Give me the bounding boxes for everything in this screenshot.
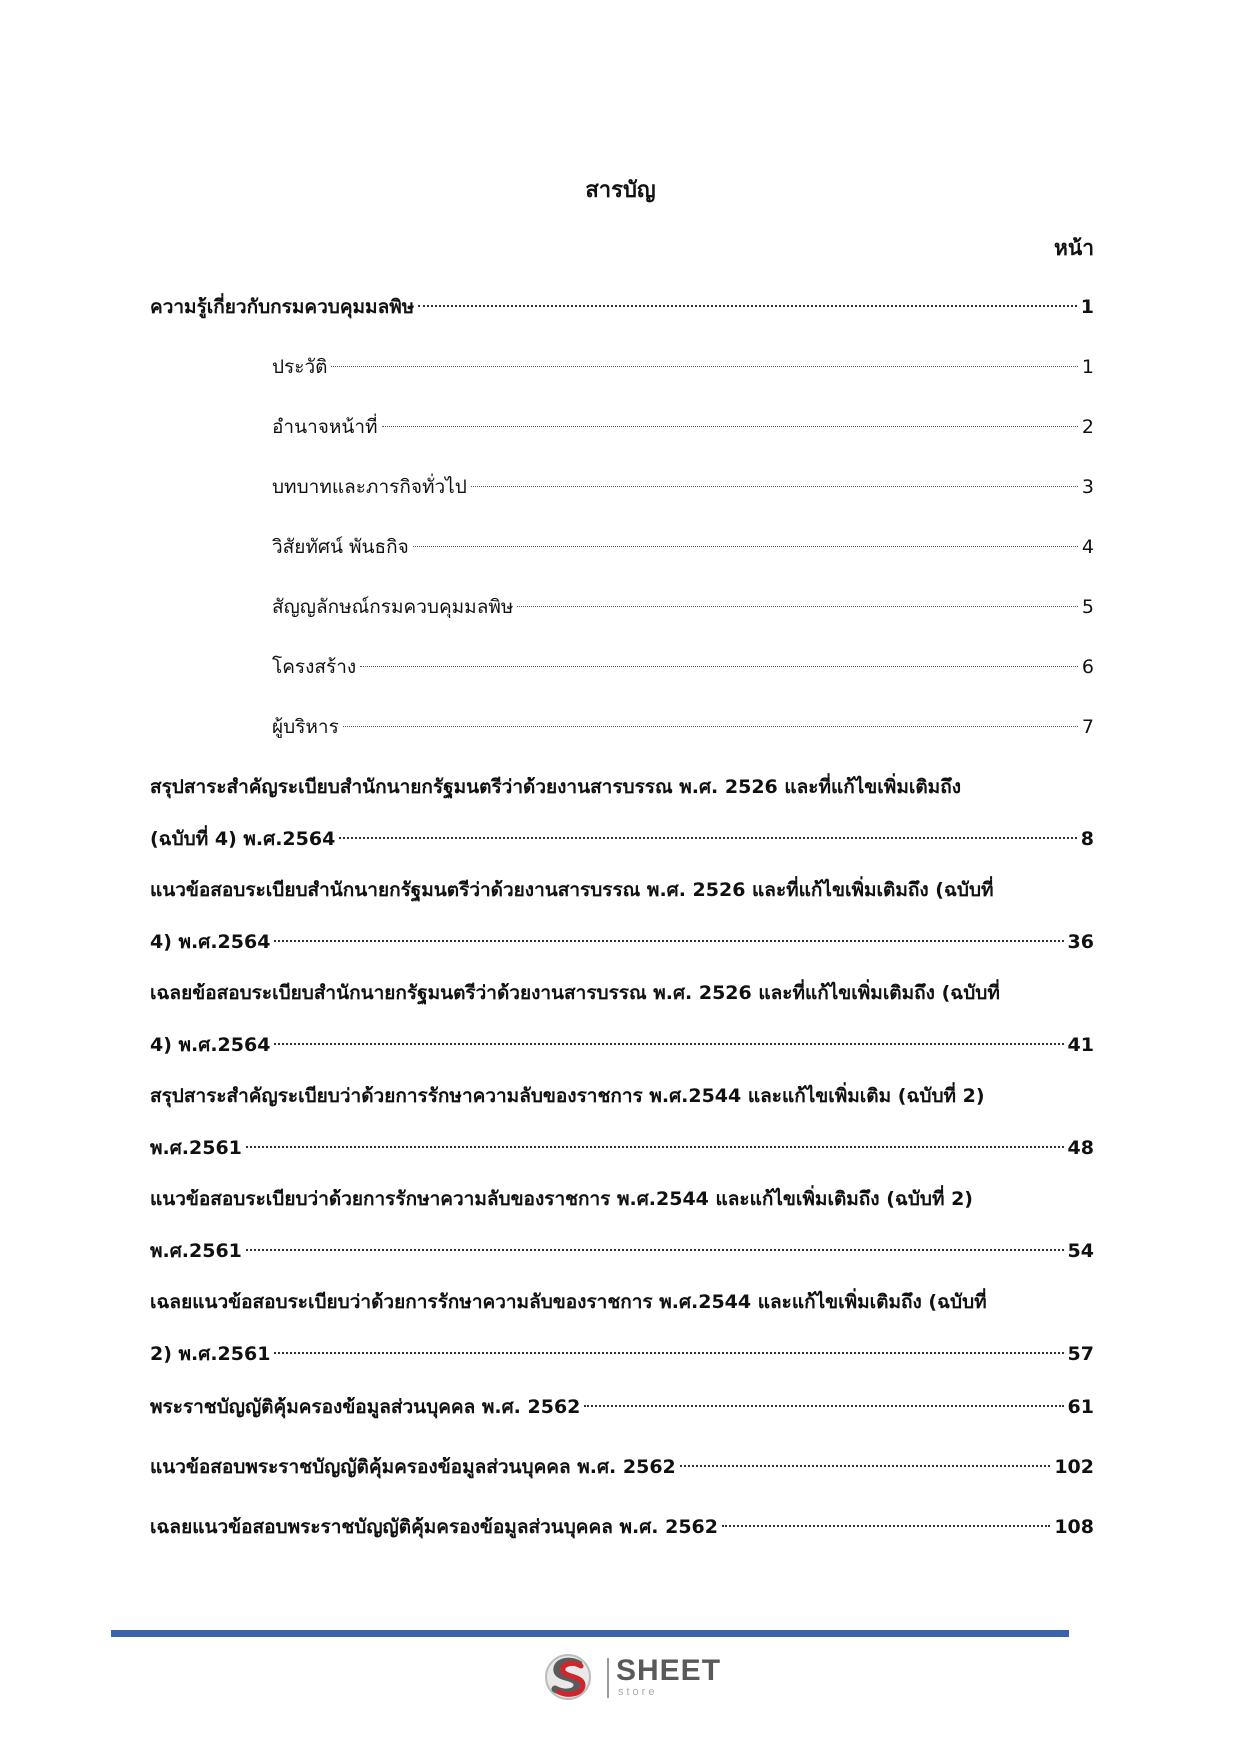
page-column-header: หน้า	[1054, 236, 1094, 260]
toc-page-number: 57	[1067, 1343, 1094, 1365]
toc-entry-text: วิสัยทัศน์ พันธกิจ	[272, 536, 409, 558]
leader-dots	[360, 666, 1078, 667]
toc-entry-text: (ฉบับที่ 4) พ.ศ.2564	[150, 828, 336, 850]
toc-page-number: 5	[1081, 596, 1094, 618]
toc-entry-text: โครงสร้าง	[272, 656, 357, 678]
leader-dots	[246, 1249, 1064, 1251]
leader-dots	[413, 546, 1078, 547]
toc-subentry[interactable]	[272, 352, 1094, 382]
logo-subtext: store	[618, 1686, 658, 1698]
toc-page-number: 1	[1081, 356, 1094, 378]
toc-entry-text: อำนาจหน้าที่	[272, 416, 378, 438]
toc-entry[interactable]	[150, 772, 1094, 854]
toc-page-number: 2	[1081, 416, 1094, 438]
toc-entry-text: เฉลยแนวข้อสอบพระราชบัญญัติคุ้มครองข้อมูลส่วนบุคคล พ.ศ. 2562	[150, 1516, 718, 1538]
toc-entry-text: พ.ศ.2561	[150, 1240, 242, 1262]
toc-entry-text: พระราชบัญญัติคุ้มครองข้อมูลส่วนบุคคล พ.ศ. 2562	[150, 1396, 581, 1418]
toc-entry-text: 4) พ.ศ.2564	[150, 931, 271, 953]
toc-entry-text: แนวข้อสอบพระราชบัญญัติคุ้มครองข้อมูลส่วนบุคคล พ.ศ. 2562	[150, 1456, 676, 1478]
toc-subentry[interactable]	[272, 532, 1094, 562]
toc-entry[interactable]	[150, 1081, 1094, 1163]
toc-entry[interactable]	[150, 292, 1094, 322]
toc-title: สารบัญ	[585, 178, 656, 203]
leader-dots	[274, 1043, 1063, 1045]
toc-entry-text: ประวัติ	[272, 356, 328, 378]
leader-dots	[722, 1525, 1050, 1527]
toc-page-number: 36	[1067, 931, 1094, 953]
toc-entry[interactable]	[150, 978, 1094, 1060]
leader-dots	[343, 726, 1078, 727]
toc-page-number: 6	[1081, 656, 1094, 678]
leader-dots	[246, 1146, 1064, 1148]
leader-dots	[418, 305, 1077, 307]
toc-entry-text: บทบาทและภารกิจทั่วไป	[272, 476, 467, 498]
footer-rule	[111, 1630, 1069, 1637]
toc-entry[interactable]	[150, 1184, 1094, 1266]
leader-dots	[517, 606, 1078, 607]
toc-entry-text: ผู้บริหาร	[272, 716, 339, 738]
leader-dots	[274, 940, 1063, 942]
toc-page-number: 3	[1081, 476, 1094, 498]
leader-dots	[339, 837, 1076, 839]
leader-dots	[471, 486, 1078, 487]
toc-subentry[interactable]	[272, 652, 1094, 682]
toc-entry[interactable]	[150, 1287, 1094, 1369]
toc-page-number: 61	[1067, 1396, 1094, 1418]
toc-page-number: 48	[1067, 1137, 1094, 1159]
toc-page-number: 4	[1081, 536, 1094, 558]
toc-entry[interactable]	[150, 1512, 1094, 1542]
leader-dots	[331, 366, 1077, 367]
logo-text: SHEET	[616, 1654, 722, 1687]
sheet-store-logo-icon	[543, 1652, 599, 1702]
toc-entry-text-line1: สรุปสาระสำคัญระเบียบว่าด้วยการรักษาความลับของราชการ พ.ศ.2544 และแก้ไขเพิ่มเติม (ฉบับที่ 2)	[150, 1085, 985, 1107]
leader-dots	[274, 1352, 1063, 1354]
toc-subentry[interactable]	[272, 412, 1094, 442]
logo-separator	[607, 1658, 609, 1698]
toc-page-number: 102	[1054, 1456, 1094, 1478]
toc-entry-text: ความรู้เกี่ยวกับกรมควบคุมมลพิษ	[150, 296, 415, 318]
toc-entry[interactable]	[150, 1452, 1094, 1482]
toc-subentry[interactable]	[272, 592, 1094, 622]
toc-entry-text: พ.ศ.2561	[150, 1137, 242, 1159]
sheet-store-logo	[543, 1652, 722, 1702]
toc-entry-text: 2) พ.ศ.2561	[150, 1343, 271, 1365]
toc-entry-text: สัญญลักษณ์กรมควบคุมมลพิษ	[272, 596, 514, 618]
toc-entry-text-line1: แนวข้อสอบระเบียบสำนักนายกรัฐมนตรีว่าด้วยงานสารบรรณ พ.ศ. 2526 และที่แก้ไขเพิ่มเติมถึง (ฉบับที่	[150, 879, 994, 901]
toc-entry-text-line1: เฉลยแนวข้อสอบระเบียบว่าด้วยการรักษาความลับของราชการ พ.ศ.2544 และแก้ไขเพิ่มเติมถึง (ฉบับที่	[150, 1291, 987, 1313]
toc-subentry[interactable]	[272, 712, 1094, 742]
toc-entry-text: 4) พ.ศ.2564	[150, 1034, 271, 1056]
leader-dots	[382, 426, 1078, 427]
toc-subentry[interactable]	[272, 472, 1094, 502]
toc-page-number: 8	[1080, 828, 1094, 850]
toc-page-number: 41	[1067, 1034, 1094, 1056]
toc-page-number: 1	[1080, 296, 1094, 318]
toc-page-number: 108	[1054, 1516, 1094, 1538]
toc-page-number: 7	[1081, 716, 1094, 738]
toc-entry[interactable]	[150, 1392, 1094, 1422]
leader-dots	[680, 1465, 1051, 1467]
toc-entry-text-line1: แนวข้อสอบระเบียบว่าด้วยการรักษาความลับของราชการ พ.ศ.2544 และแก้ไขเพิ่มเติมถึง (ฉบับที่ 2)	[150, 1188, 973, 1210]
toc-entry-text-line1: สรุปสาระสำคัญระเบียบสำนักนายกรัฐมนตรีว่าด้วยงานสารบรรณ พ.ศ. 2526 และที่แก้ไขเพิ่มเติมถึง	[150, 776, 961, 798]
leader-dots	[584, 1405, 1063, 1407]
toc-page-number: 54	[1067, 1240, 1094, 1262]
toc-entry-text-line1: เฉลยข้อสอบระเบียบสำนักนายกรัฐมนตรีว่าด้วยงานสารบรรณ พ.ศ. 2526 และที่แก้ไขเพิ่มเติมถึง (ฉบับที่	[150, 982, 1000, 1004]
toc-entry[interactable]	[150, 875, 1094, 957]
